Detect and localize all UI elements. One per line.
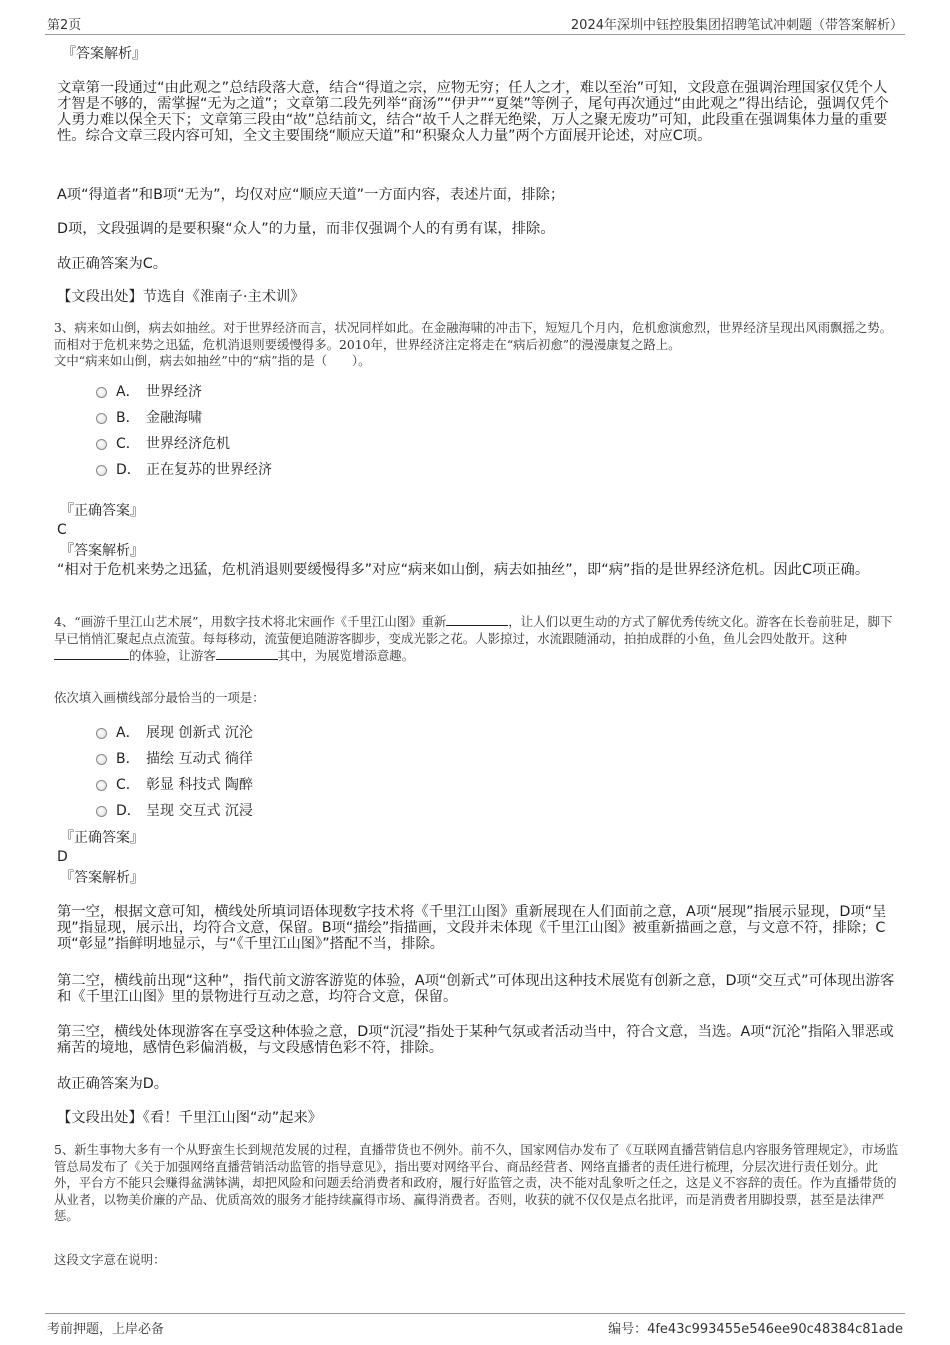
option-text: 描绘 互动式 徜徉 bbox=[146, 751, 253, 767]
q3-answer-label: 『正确答案』 bbox=[60, 503, 144, 519]
q4-analysis-paragraph-2: 第二空，横线前出现“这种”，指代前文游客游览的体验，A项“创新式”可体现出这种技术展览有创新之意，D项“交互式”可体现出游客和《千里江山图》里的景物进行互动之意，均符合文意，保留。 bbox=[57, 973, 895, 1005]
q3-stem-passage: 3、病来如山倒，病去如抽丝。对于世界经济而言，状况同样如此。在金融海啸的冲击下，短短几个月内，危机愈演愈烈，世界经济呈现出风雨飘摇之势。而相对于危机来势之迅猛，危机消退则要缓慢得多。2010年，世界经济注定将走在“病后初愈”的漫漫康复之路上。 bbox=[54, 320, 893, 352]
q4-prompt: 依次填入画横线部分最恰当的一项是： bbox=[54, 690, 265, 705]
radio-icon[interactable] bbox=[96, 754, 107, 765]
q4-stem-part-1: 4、“画游千里江山艺术展”，用数字技术将北宋画作《千里江山图》重新 bbox=[54, 614, 447, 629]
q4-stem-part-4: 其中，为展览增添意趣。 bbox=[277, 648, 415, 663]
q3-option-d[interactable] bbox=[96, 457, 272, 483]
blank-2 bbox=[54, 647, 129, 660]
q4-answer-label: 『正确答案』 bbox=[60, 830, 144, 846]
blank-1 bbox=[446, 613, 508, 626]
option-text: 展现 创新式 沉沦 bbox=[146, 725, 253, 741]
q3-answer: C bbox=[57, 522, 67, 538]
option-letter: D． bbox=[116, 803, 141, 819]
q2-analysis-paragraph-2: A项“得道者”和B项“无为”，均仅对应“顺应天道”一方面内容，表述片面，排除； bbox=[57, 187, 565, 203]
blank-3 bbox=[216, 647, 278, 660]
q2-analysis-conclusion: 故正确答案为C。 bbox=[57, 256, 168, 272]
option-letter: A． bbox=[116, 384, 140, 400]
q3-analysis-label: 『答案解析』 bbox=[60, 543, 144, 559]
q4-stem-part-2: ，让人们以更生动的方式了解优秀传统文化。游客在长卷前驻足，脚下早已悄悄汇聚起点点流萤。每每移动，流萤便追随游客脚步，变成光影之花。人影掠过，水流跟随涌动，拍拍成群的小鱼，鱼儿会四处散开。这种 bbox=[54, 614, 893, 646]
q3-stem bbox=[54, 320, 900, 370]
q3-stem-question: 文中“病来如山倒，病去如抽丝”中的“病”指的是（ ）。 bbox=[54, 353, 371, 368]
option-letter: C． bbox=[116, 436, 140, 452]
page-number: 第2页 bbox=[47, 18, 82, 33]
q4-answer: D bbox=[57, 849, 68, 865]
option-letter: A． bbox=[116, 725, 140, 741]
radio-icon[interactable] bbox=[96, 780, 107, 791]
radio-icon[interactable] bbox=[96, 465, 107, 476]
radio-icon[interactable] bbox=[96, 439, 107, 450]
q3-option-b[interactable] bbox=[96, 405, 272, 431]
document-title: 2024年深圳中钰控股集团招聘笔试冲刺题（带答案解析） bbox=[570, 18, 903, 33]
q4-stem bbox=[54, 613, 900, 665]
option-letter: B． bbox=[116, 410, 140, 426]
q4-option-c[interactable] bbox=[96, 772, 253, 798]
page-footer bbox=[45, 1313, 905, 1338]
q3-option-a[interactable] bbox=[96, 379, 272, 405]
option-text: 世界经济危机 bbox=[146, 436, 230, 452]
q4-option-b[interactable] bbox=[96, 746, 253, 772]
q5-stem: 5、新生事物大多有一个从野蛮生长到规范发展的过程，直播带货也不例外。前不久，国家网信办发布了《互联网直播营销信息内容服务管理规定》，市场监管总局发布了《关于加强网络直播营销活动监管的指导意见》，指出要对网络平台、商品经营者、网络直播者的责任进行梳理，分层次进行责任划分。此外，平台方不能只会赚得盆满钵满，却把风险和问题丢给消费者和政府，履行好监管之责，决不能对乱象听之任之，这是义不容辞的责任。作为直播带货的从业者，以物美价廉的产品、优质高效的服务才能持续赢得市场、赢得消费者。否则，收获的就不仅仅是点名批评，而是消费者用脚投票，甚至是法律严惩。 bbox=[54, 1142, 899, 1223]
q4-analysis-paragraph-1: 第一空，根据文意可知，横线处所填词语体现数字技术将《千里江山图》重新展现在人们面前之意，A项“展现”指展示显现，D项“呈现”指显现，展示出，均符合文意，保留。B项“描绘”指描画，文段并未体现《千里江山图》被重新描画之意，与文意不符，排除；C项“彰显”指鲜明地显示，与“《千里江山图》”搭配不当，排除。 bbox=[57, 904, 887, 952]
q4-stem-part-3: 的体验，让游客 bbox=[129, 648, 216, 663]
option-text: 金融海啸 bbox=[146, 410, 202, 426]
q4-analysis-paragraph-3: 第三空，横线处体现游客在享受这种体验之意，D项“沉浸”指处于某种气氛或者活动当中，符合文意，当选。A项“沉沦”指陷入罪恶或痛苦的境地，感情色彩偏消极，与文段感情色彩不符，排除。 bbox=[57, 1024, 894, 1056]
page-header bbox=[45, 10, 905, 35]
radio-icon[interactable] bbox=[96, 728, 107, 739]
q2-analysis-label: 『答案解析』 bbox=[62, 46, 146, 62]
q2-analysis-paragraph-3: D项，文段强调的是要积聚“众人”的力量，而非仅强调个人的有勇有谋，排除。 bbox=[57, 221, 555, 237]
option-letter: C． bbox=[116, 777, 140, 793]
q4-source: 【文段出处】《看！千里江山图“动”起来》 bbox=[57, 1110, 323, 1126]
option-text: 彰显 科技式 陶醉 bbox=[146, 777, 253, 793]
radio-icon[interactable] bbox=[96, 413, 107, 424]
footer-slogan: 考前押题，上岸必备 bbox=[47, 1322, 165, 1337]
q3-option-c[interactable] bbox=[96, 431, 272, 457]
option-text: 呈现 交互式 沉浸 bbox=[146, 803, 253, 819]
radio-icon[interactable] bbox=[96, 387, 107, 398]
option-text: 正在复苏的世界经济 bbox=[146, 462, 272, 478]
q4-option-a[interactable] bbox=[96, 720, 253, 746]
q4-options bbox=[57, 720, 253, 824]
q3-analysis: “相对于危机来势之迅猛，危机消退则要缓慢得多”对应“病来如山倒，病去如抽丝”，即“病”指的是世界经济危机。因此C项正确。 bbox=[57, 562, 870, 578]
q4-analysis-conclusion: 故正确答案为D。 bbox=[57, 1076, 169, 1092]
q3-options bbox=[57, 379, 272, 483]
option-letter: D． bbox=[116, 462, 141, 478]
q2-analysis-paragraph-1: 文章第一段通过“由此观之”总结段落大意，结合“得道之宗，应物无穷；任人之才，难以至治”可知，文段意在强调治理国家仅凭个人才智是不够的，需掌握“无为之道”；文章第二段先列举“商汤”“伊尹”“夏桀”等例子，尾句再次通过“由此观之”得出结论，强调仅凭个人勇力难以保全天下；文章第三段由“故”总结前文，结合“故千人之群无绝梁，万人之聚无废功”可知，此段重在强调集体力量的重要性。综合文章三段内容可知，全文主要围绕“顺应天道”和“积聚众人力量”两个方面展开论述，对应C项。 bbox=[57, 80, 889, 144]
radio-icon[interactable] bbox=[96, 806, 107, 817]
q2-source: 【文段出处】节选自《淮南子·主术训》 bbox=[57, 289, 305, 305]
q5-prompt: 这段文字意在说明： bbox=[54, 1252, 166, 1267]
q4-analysis-label: 『答案解析』 bbox=[60, 870, 144, 886]
document-id: 编号：4fe43c993455e546ee90c48384c81ade bbox=[608, 1322, 903, 1337]
option-letter: B． bbox=[116, 751, 140, 767]
q4-option-d[interactable] bbox=[96, 798, 253, 824]
option-text: 世界经济 bbox=[146, 384, 202, 400]
